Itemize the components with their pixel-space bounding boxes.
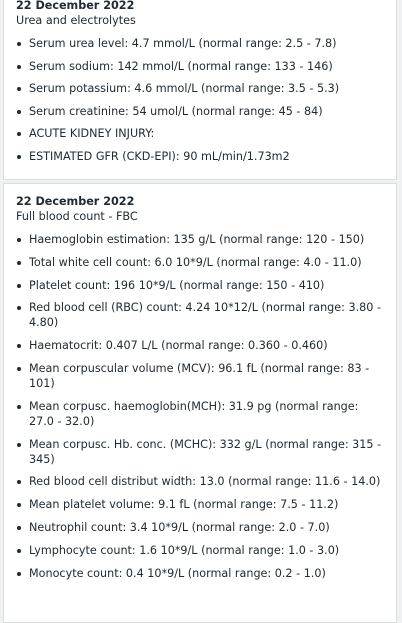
result-item: Mean corpusc. Hb. conc. (MCHC): 332 g/L (normal range: 315 - 345) <box>16 437 384 467</box>
result-item: Monocyte count: 0.4 10*9/L (normal range: 0.2 - 1.0) <box>16 566 384 581</box>
result-item: Neutrophil count: 3.4 10*9/L (normal range: 2.0 - 7.0) <box>16 520 384 535</box>
result-title: Urea and electrolytes <box>16 14 136 27</box>
result-item: Lymphocyte count: 1.6 10*9/L (normal range: 1.0 - 3.0) <box>16 543 384 558</box>
result-item: Red blood cell distribut width: 13.0 (normal range: 11.6 - 14.0) <box>16 474 384 489</box>
result-card-full-blood-count <box>3 183 397 623</box>
result-item: Serum potassium: 4.6 mmol/L (normal range: 3.5 - 5.3) <box>16 81 384 96</box>
result-item: Haemoglobin estimation: 135 g/L (normal range: 120 - 150) <box>16 232 384 247</box>
result-list <box>16 232 384 581</box>
result-item: Red blood cell (RBC) count: 4.24 10*12/L (normal range: 3.80 - 4.80) <box>16 300 384 330</box>
result-item: Serum creatinine: 54 umol/L (normal range: 45 - 84) <box>16 104 384 119</box>
result-item: ESTIMATED GFR (CKD-EPI): 90 mL/min/1.73m2 <box>16 149 384 164</box>
result-item: Mean corpuscular volume (MCV): 96.1 fL (normal range: 83 - 101) <box>16 361 384 391</box>
result-item: Mean platelet volume: 9.1 fL (normal range: 7.5 - 11.2) <box>16 497 384 512</box>
result-item: Haematocrit: 0.407 L/L (normal range: 0.360 - 0.460) <box>16 338 384 353</box>
result-item: Mean corpusc. haemoglobin(MCH): 31.9 pg (normal range: 27.0 - 32.0) <box>16 399 384 429</box>
result-list <box>16 36 384 164</box>
result-item: Serum urea level: 4.7 mmol/L (normal range: 2.5 - 7.8) <box>16 36 384 51</box>
result-item: ACUTE KIDNEY INJURY: <box>16 126 384 141</box>
result-item: Serum sodium: 142 mmol/L (normal range: 133 - 146) <box>16 59 384 74</box>
result-item: Total white cell count: 6.0 10*9/L (normal range: 4.0 - 11.0) <box>16 255 384 270</box>
result-date: 22 December 2022 <box>16 0 135 12</box>
result-card-urea-electrolytes <box>3 0 397 180</box>
result-date: 22 December 2022 <box>16 195 135 208</box>
result-title: Full blood count - FBC <box>16 210 138 223</box>
result-item: Platelet count: 196 10*9/L (normal range: 150 - 410) <box>16 278 384 293</box>
